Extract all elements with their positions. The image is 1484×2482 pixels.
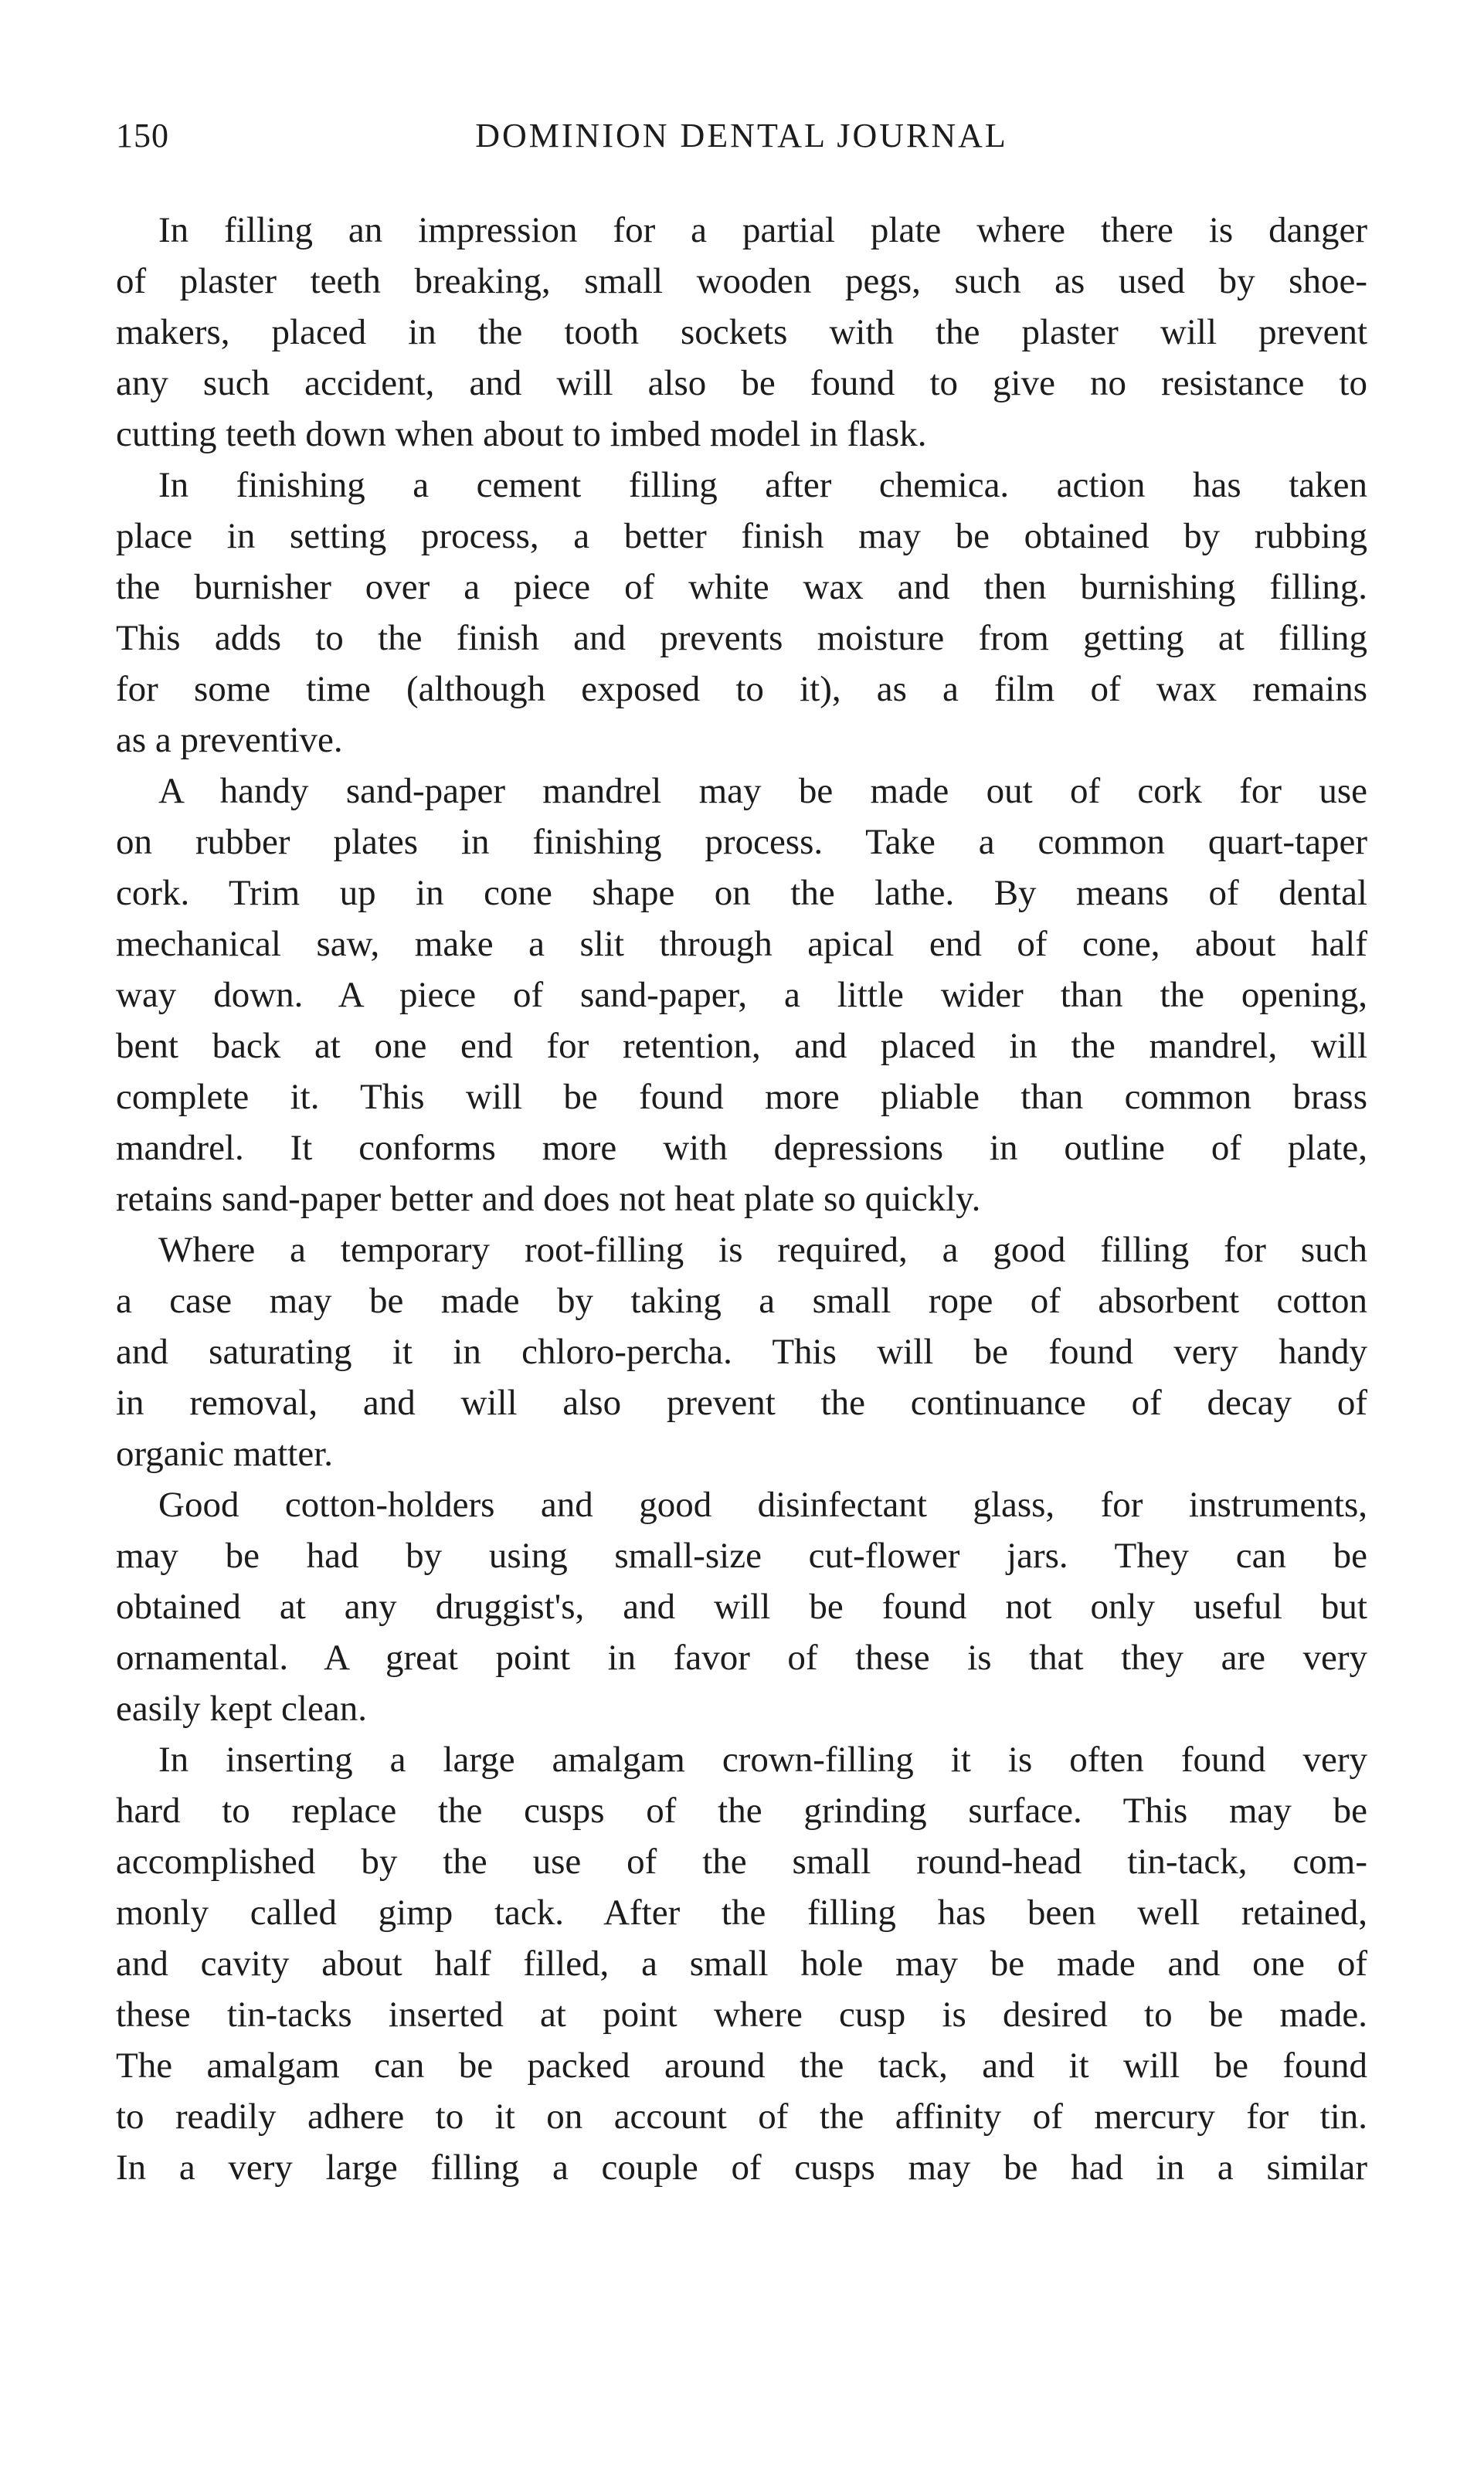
text-line: Where a temporary root-filling is required, a good filling for such	[158, 1230, 1367, 1270]
text-line: cork. Trim up in cone shape on the lathe. By means of dental	[116, 873, 1367, 913]
text-line: as a preventive.	[116, 720, 343, 760]
text-line: mechanical saw, make a slit through apical end of cone, about half	[116, 924, 1367, 964]
text-line: these tin-tacks inserted at point where cusp is desired to be made.	[116, 1995, 1367, 2035]
text-line: hard to replace the cusps of the grinding surface. This may be	[116, 1791, 1367, 1831]
paragraph	[116, 1734, 1367, 2193]
text-line: The amalgam can be packed around the tack, and it will be found	[116, 2046, 1367, 2086]
text-line: mandrel. It conforms more with depressions in outline of plate,	[116, 1128, 1367, 1168]
text-line: ornamental. A great point in favor of these is that they are very	[116, 1638, 1367, 1678]
text-line: of plaster teeth breaking, small wooden pegs, such as used by shoe-	[116, 261, 1367, 301]
text-line: a case may be made by taking a small rope of absorbent cotton	[116, 1281, 1367, 1321]
paragraph	[116, 205, 1367, 460]
text-line: makers, placed in the tooth sockets with the plaster will prevent	[116, 312, 1367, 352]
text-line: In finishing a cement filling after chemica. action has taken	[158, 465, 1367, 505]
text-line: easily kept clean.	[116, 1689, 367, 1729]
text-line: In a very large filling a couple of cusps may be had in a similar	[116, 2148, 1367, 2188]
text-line: bent back at one end for retention, and placed in the mandrel, will	[116, 1026, 1367, 1066]
paragraph	[116, 1479, 1367, 1734]
text-line: and cavity about half filled, a small hole may be made and one of	[116, 1944, 1367, 1984]
text-line: obtained at any druggist's, and will be found not only useful but	[116, 1587, 1367, 1627]
text-line: on rubber plates in finishing process. Take a common quart-taper	[116, 822, 1367, 862]
text-line: In filling an impression for a partial plate where there is danger	[158, 210, 1367, 250]
text-line: any such accident, and will also be found to give no resistance to	[116, 363, 1367, 403]
text-line: place in setting process, a better finish may be obtained by rubbing	[116, 516, 1367, 556]
text-line: way down. A piece of sand-paper, a little wider than the opening,	[116, 975, 1367, 1015]
text-line: cutting teeth down when about to imbed model in flask.	[116, 414, 927, 454]
page-header	[116, 116, 1367, 170]
running-title: DOMINION DENTAL JOURNAL	[475, 117, 1008, 154]
text-line: complete it. This will be found more pliable than common brass	[116, 1077, 1367, 1117]
text-line: the burnisher over a piece of white wax and then burnishing filling.	[116, 567, 1367, 607]
text-line: In inserting a large amalgam crown-filling it is often found very	[158, 1740, 1367, 1780]
text-line: retains sand-paper better and does not heat plate so quickly.	[116, 1179, 981, 1219]
text-line: monly called gimp tack. After the filling has been well retained,	[116, 1893, 1367, 1933]
paragraph	[116, 766, 1367, 1224]
text-line: to readily adhere to it on account of the affinity of mercury for tin.	[116, 2097, 1367, 2137]
page-number: 150	[116, 117, 169, 154]
text-line: for some time (although exposed to it), as a film of wax remains	[116, 669, 1367, 709]
body-text	[116, 205, 1367, 2193]
text-line: A handy sand-paper mandrel may be made out of cork for use	[158, 771, 1367, 811]
text-line: and saturating it in chloro-percha. This will be found very handy	[116, 1332, 1367, 1372]
text-line: organic matter.	[116, 1434, 334, 1474]
text-line: may be had by using small-size cut-flower jars. They can be	[116, 1536, 1367, 1576]
text-line: This adds to the finish and prevents moisture from getting at filling	[116, 618, 1367, 658]
paragraph	[116, 1224, 1367, 1479]
text-line: Good cotton-holders and good disinfectant glass, for instruments,	[158, 1485, 1367, 1525]
paragraph	[116, 460, 1367, 766]
text-line: in removal, and will also prevent the continuance of decay of	[116, 1383, 1367, 1423]
text-line: accomplished by the use of the small round-head tin-tack, com-	[116, 1842, 1367, 1882]
